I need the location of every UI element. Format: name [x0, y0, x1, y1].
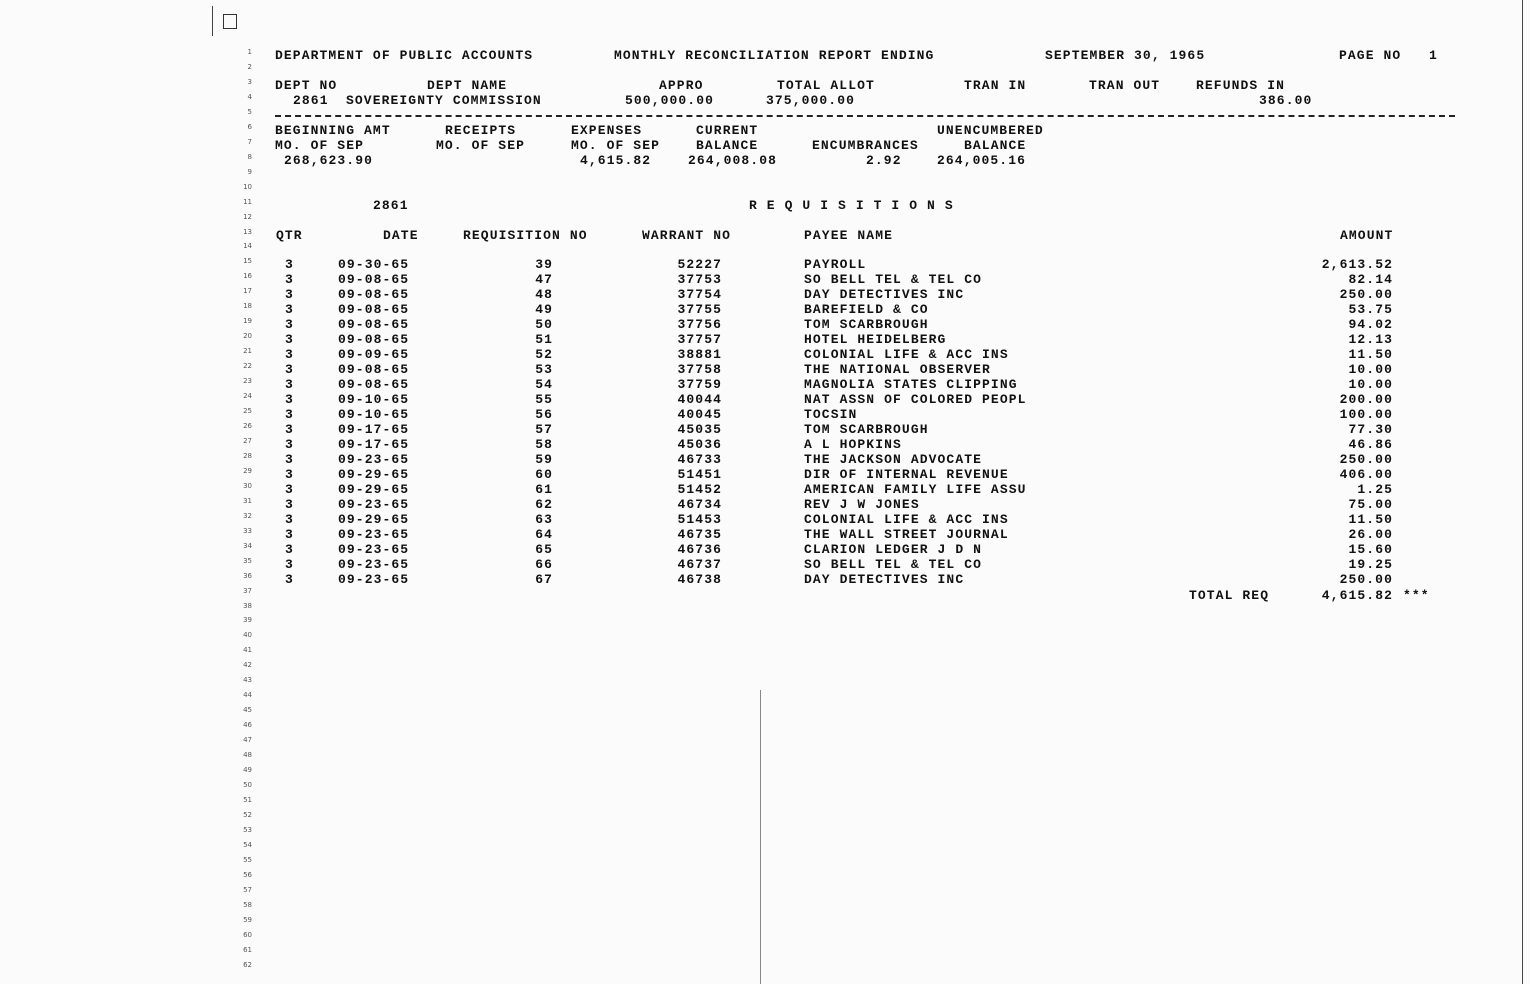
- line-number: 23: [243, 377, 252, 386]
- line-number: 34: [243, 541, 252, 550]
- label-receipts: RECEIPTS: [445, 123, 517, 138]
- row-qtr: 3: [285, 482, 294, 497]
- row-warrant: 51452: [677, 482, 722, 497]
- line-number: 37: [243, 586, 252, 595]
- line-number: 50: [243, 781, 252, 790]
- row-amount: 10.00: [1348, 377, 1393, 392]
- row-warrant: 51453: [677, 512, 722, 527]
- row-qtr: 3: [285, 347, 294, 362]
- row-amount: 12.13: [1348, 332, 1393, 347]
- row-payee: COLONIAL LIFE & ACC INS: [804, 512, 1009, 527]
- line-number: 16: [243, 272, 252, 281]
- separator-line: [275, 115, 1455, 117]
- row-payee: CLARION LEDGER J D N: [804, 542, 983, 557]
- label-current: CURRENT: [696, 123, 759, 138]
- row-qtr: 3: [285, 377, 294, 392]
- line-number: 22: [243, 362, 252, 371]
- label-appro: APPRO: [659, 78, 704, 93]
- line-number: 31: [243, 496, 252, 505]
- row-payee: SO BELL TEL & TEL CO: [804, 272, 983, 287]
- line-number: 41: [243, 646, 252, 655]
- row-amount: 26.00: [1348, 527, 1393, 542]
- line-number: 58: [243, 900, 252, 909]
- row-date: 09-30-65: [338, 257, 410, 272]
- row-qtr: 3: [285, 557, 294, 572]
- row-date: 09-29-65: [338, 482, 410, 497]
- row-warrant: 37753: [677, 272, 722, 287]
- label-tran-out: TRAN OUT: [1089, 78, 1161, 93]
- row-warrant: 45035: [677, 422, 722, 437]
- line-number: 30: [243, 481, 252, 490]
- row-req: 50: [535, 317, 553, 332]
- row-date: 09-08-65: [338, 287, 410, 302]
- row-req: 66: [535, 557, 553, 572]
- line-number: 19: [243, 317, 252, 326]
- row-qtr: 3: [285, 272, 294, 287]
- label-expenses-period: MO. OF SEP: [571, 138, 661, 153]
- row-amount: 46.86: [1348, 437, 1393, 452]
- row-qtr: 3: [285, 542, 294, 557]
- line-number: 47: [243, 736, 252, 745]
- row-qtr: 3: [285, 302, 294, 317]
- row-req: 47: [535, 272, 553, 287]
- col-payee-name: PAYEE NAME: [804, 228, 894, 243]
- row-date: 09-08-65: [338, 377, 410, 392]
- row-req: 60: [535, 467, 553, 482]
- line-number: 40: [243, 631, 252, 640]
- row-amount: 1.25: [1357, 482, 1393, 497]
- row-warrant: 46733: [677, 452, 722, 467]
- line-number: 2: [247, 62, 252, 71]
- row-req: 61: [535, 482, 553, 497]
- line-number: 32: [243, 511, 252, 520]
- checkbox-icon: [223, 14, 237, 29]
- row-qtr: 3: [285, 392, 294, 407]
- label-encumbrances: ENCUMBRANCES: [812, 138, 919, 153]
- line-number: 35: [243, 556, 252, 565]
- label-current-balance: BALANCE: [696, 138, 759, 153]
- row-amount: 100.00: [1339, 407, 1393, 422]
- line-number: 12: [243, 212, 252, 221]
- label-dept-name: DEPT NAME: [427, 78, 508, 93]
- row-req: 48: [535, 287, 553, 302]
- row-amount: 250.00: [1339, 452, 1393, 467]
- label-unencumbered: UNENCUMBERED: [937, 123, 1044, 138]
- current-balance-value: 264,008.08: [688, 153, 778, 168]
- row-req: 58: [535, 437, 553, 452]
- line-number: 5: [247, 107, 252, 116]
- row-date: 09-23-65: [338, 527, 410, 542]
- row-date: 09-17-65: [338, 422, 410, 437]
- section-dept-no: 2861: [373, 198, 409, 213]
- label-expenses: EXPENSES: [571, 123, 643, 138]
- total-label: TOTAL REQ: [1189, 588, 1270, 603]
- row-warrant: 46737: [677, 557, 722, 572]
- line-number: 52: [243, 810, 252, 819]
- line-number: 20: [243, 332, 252, 341]
- page-edge: [1522, 0, 1523, 984]
- row-qtr: 3: [285, 572, 294, 587]
- row-payee: DIR OF INTERNAL REVENUE: [804, 467, 1009, 482]
- row-payee: AMERICAN FAMILY LIFE ASSU: [804, 482, 1027, 497]
- line-number: 43: [243, 676, 252, 685]
- row-req: 56: [535, 407, 553, 422]
- col-amount: AMOUNT: [1340, 228, 1394, 243]
- agency-name: DEPARTMENT OF PUBLIC ACCOUNTS: [275, 48, 534, 63]
- row-req: 51: [535, 332, 553, 347]
- line-number: 15: [243, 257, 252, 266]
- row-payee: DAY DETECTIVES INC: [804, 287, 965, 302]
- row-qtr: 3: [285, 407, 294, 422]
- row-warrant: 37754: [677, 287, 722, 302]
- row-date: 09-23-65: [338, 572, 410, 587]
- row-req: 53: [535, 362, 553, 377]
- line-number: 36: [243, 571, 252, 580]
- page-label: PAGE NO: [1339, 48, 1402, 63]
- row-req: 49: [535, 302, 553, 317]
- line-number: 17: [243, 287, 252, 296]
- line-number: 29: [243, 466, 252, 475]
- line-number: 27: [243, 436, 252, 445]
- row-amount: 53.75: [1348, 302, 1393, 317]
- row-qtr: 3: [285, 467, 294, 482]
- line-number: 59: [243, 915, 252, 924]
- row-req: 59: [535, 452, 553, 467]
- row-qtr: 3: [285, 317, 294, 332]
- appro-value: 500,000.00: [625, 93, 715, 108]
- scan-crease: [760, 690, 761, 984]
- label-beginning-period: MO. OF SEP: [275, 138, 365, 153]
- line-number: 39: [243, 616, 252, 625]
- row-amount: 11.50: [1348, 512, 1393, 527]
- line-number: 60: [243, 930, 252, 939]
- row-payee: THE NATIONAL OBSERVER: [804, 362, 991, 377]
- row-date: 09-08-65: [338, 362, 410, 377]
- row-warrant: 37759: [677, 377, 722, 392]
- row-amount: 406.00: [1339, 467, 1393, 482]
- row-date: 09-08-65: [338, 302, 410, 317]
- line-number: 48: [243, 751, 252, 760]
- row-req: 55: [535, 392, 553, 407]
- row-warrant: 51451: [677, 467, 722, 482]
- row-warrant: 37757: [677, 332, 722, 347]
- row-payee: DAY DETECTIVES INC: [804, 572, 965, 587]
- col-requisition-no: REQUISITION NO: [463, 228, 588, 243]
- row-amount: 15.60: [1348, 542, 1393, 557]
- row-amount: 250.00: [1339, 572, 1393, 587]
- row-req: 64: [535, 527, 553, 542]
- row-payee: TOM SCARBROUGH: [804, 422, 929, 437]
- label-total-allot: TOTAL ALLOT: [777, 78, 875, 93]
- line-number: 11: [243, 197, 252, 206]
- line-number: 53: [243, 825, 252, 834]
- encumbrances-value: 2.92: [866, 153, 902, 168]
- row-qtr: 3: [285, 332, 294, 347]
- row-amount: 19.25: [1348, 557, 1393, 572]
- line-number: 13: [243, 227, 252, 236]
- section-title: R E Q U I S I T I O N S: [749, 198, 954, 213]
- row-date: 09-08-65: [338, 317, 410, 332]
- row-date: 09-23-65: [338, 542, 410, 557]
- row-date: 09-29-65: [338, 467, 410, 482]
- row-req: 65: [535, 542, 553, 557]
- row-req: 39: [535, 257, 553, 272]
- line-number: 42: [243, 661, 252, 670]
- row-req: 57: [535, 422, 553, 437]
- line-number: 57: [243, 885, 252, 894]
- line-number: 56: [243, 870, 252, 879]
- line-number: 10: [243, 182, 252, 191]
- row-amount: 10.00: [1348, 362, 1393, 377]
- row-payee: TOM SCARBROUGH: [804, 317, 929, 332]
- row-warrant: 46735: [677, 527, 722, 542]
- row-payee: PAYROLL: [804, 257, 867, 272]
- row-req: 67: [535, 572, 553, 587]
- col-date: DATE: [383, 228, 419, 243]
- row-date: 09-08-65: [338, 272, 410, 287]
- row-qtr: 3: [285, 287, 294, 302]
- label-refunds-in: REFUNDS IN: [1196, 78, 1286, 93]
- row-req: 54: [535, 377, 553, 392]
- line-number: 6: [247, 122, 252, 131]
- total-marker: ***: [1403, 588, 1430, 603]
- row-amount: 200.00: [1339, 392, 1393, 407]
- line-number: 18: [243, 302, 252, 311]
- row-warrant: 37758: [677, 362, 722, 377]
- row-req: 62: [535, 497, 553, 512]
- dept-name: SOVEREIGNTY COMMISSION: [346, 93, 542, 108]
- margin-mark: [212, 6, 213, 36]
- line-number: 62: [243, 960, 252, 969]
- row-amount: 75.00: [1348, 497, 1393, 512]
- line-number: 61: [243, 945, 252, 954]
- page-number: 1: [1429, 48, 1438, 63]
- label-unencumbered-balance: BALANCE: [964, 138, 1027, 153]
- row-amount: 2,613.52: [1321, 257, 1393, 272]
- dept-no: 2861: [293, 93, 329, 108]
- line-number: 25: [243, 407, 252, 416]
- line-number: 38: [243, 601, 252, 610]
- col-warrant-no: WARRANT NO: [642, 228, 732, 243]
- row-warrant: 38881: [677, 347, 722, 362]
- label-receipts-period: MO. OF SEP: [436, 138, 526, 153]
- row-qtr: 3: [285, 452, 294, 467]
- refunds-in-value: 386.00: [1259, 93, 1313, 108]
- line-number: 26: [243, 422, 252, 430]
- row-req: 63: [535, 512, 553, 527]
- row-warrant: 52227: [677, 257, 722, 272]
- line-number: 1: [247, 48, 252, 56]
- row-payee: MAGNOLIA STATES CLIPPING: [804, 377, 1018, 392]
- row-payee: THE JACKSON ADVOCATE: [804, 452, 983, 467]
- col-qtr: QTR: [276, 228, 303, 243]
- row-amount: 82.14: [1348, 272, 1393, 287]
- row-qtr: 3: [285, 422, 294, 437]
- line-number: 8: [247, 152, 252, 161]
- row-date: 09-17-65: [338, 437, 410, 452]
- row-date: 09-23-65: [338, 497, 410, 512]
- row-amount: 94.02: [1348, 317, 1393, 332]
- row-date: 09-29-65: [338, 512, 410, 527]
- line-number: 44: [243, 691, 252, 700]
- report-date: SEPTEMBER 30, 1965: [1045, 48, 1206, 63]
- row-date: 09-09-65: [338, 347, 410, 362]
- line-number: 45: [243, 706, 252, 715]
- row-qtr: 3: [285, 257, 294, 272]
- row-qtr: 3: [285, 437, 294, 452]
- unencumbered-balance-value: 264,005.16: [937, 153, 1027, 168]
- report-title: MONTHLY RECONCILIATION REPORT ENDING: [614, 48, 935, 63]
- row-qtr: 3: [285, 497, 294, 512]
- line-number: 14: [243, 242, 252, 251]
- row-date: 09-10-65: [338, 407, 410, 422]
- row-warrant: 37755: [677, 302, 722, 317]
- line-number: 3: [247, 77, 252, 86]
- row-payee: HOTEL HEIDELBERG: [804, 332, 947, 347]
- row-date: 09-08-65: [338, 332, 410, 347]
- line-number: 33: [243, 526, 252, 535]
- row-req: 52: [535, 347, 553, 362]
- line-number: 21: [243, 347, 252, 356]
- total-value: 4,615.82: [1321, 588, 1393, 603]
- row-qtr: 3: [285, 527, 294, 542]
- row-payee: A L HOPKINS: [804, 437, 902, 452]
- row-warrant: 45036: [677, 437, 722, 452]
- row-warrant: 40044: [677, 392, 722, 407]
- line-number: 49: [243, 766, 252, 775]
- line-number: 46: [243, 721, 252, 730]
- row-date: 09-10-65: [338, 392, 410, 407]
- label-beginning-amt: BEGINNING AMT: [275, 123, 391, 138]
- row-payee: BAREFIELD & CO: [804, 302, 929, 317]
- row-payee: REV J W JONES: [804, 497, 920, 512]
- row-warrant: 46736: [677, 542, 722, 557]
- row-date: 09-23-65: [338, 452, 410, 467]
- line-number: 9: [247, 167, 252, 176]
- row-payee: NAT ASSN OF COLORED PEOPL: [804, 392, 1027, 407]
- row-amount: 11.50: [1348, 347, 1393, 362]
- row-qtr: 3: [285, 362, 294, 377]
- label-dept-no: DEPT NO: [275, 78, 338, 93]
- beginning-amt-value: 268,623.90: [284, 153, 374, 168]
- line-number: 28: [243, 451, 252, 460]
- row-warrant: 46734: [677, 497, 722, 512]
- row-warrant: 46738: [677, 572, 722, 587]
- total-allot-value: 375,000.00: [766, 93, 856, 108]
- line-number: 7: [247, 137, 252, 146]
- row-payee: COLONIAL LIFE & ACC INS: [804, 347, 1009, 362]
- line-number: 55: [243, 855, 252, 864]
- line-number: 51: [243, 796, 252, 804]
- row-payee: TOCSIN: [804, 407, 858, 422]
- row-amount: 77.30: [1348, 422, 1393, 437]
- line-number: 4: [247, 92, 252, 101]
- label-tran-in: TRAN IN: [964, 78, 1027, 93]
- row-amount: 250.00: [1339, 287, 1393, 302]
- row-payee: SO BELL TEL & TEL CO: [804, 557, 983, 572]
- line-number: 54: [243, 840, 252, 849]
- row-payee: THE WALL STREET JOURNAL: [804, 527, 1009, 542]
- expenses-value: 4,615.82: [580, 153, 652, 168]
- line-number: 24: [243, 392, 252, 401]
- row-warrant: 40045: [677, 407, 722, 422]
- row-qtr: 3: [285, 512, 294, 527]
- row-warrant: 37756: [677, 317, 722, 332]
- row-date: 09-23-65: [338, 557, 410, 572]
